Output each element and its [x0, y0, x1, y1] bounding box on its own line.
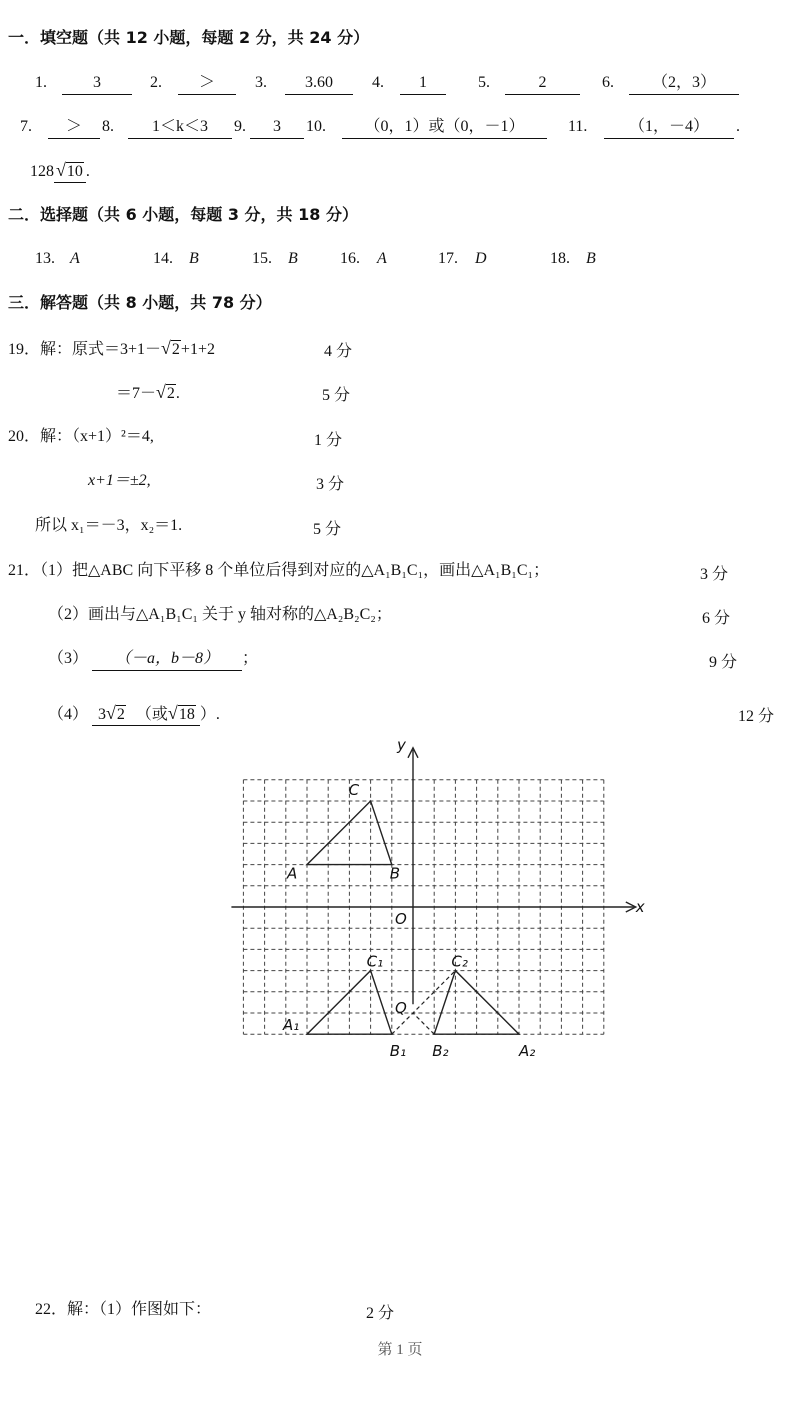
- q12-num: 12: [30, 163, 46, 180]
- coordinate-grid-figure: [0, 730, 800, 1070]
- page-footer: 第 1 页: [377, 1342, 423, 1358]
- label-b1: B₁: [389, 1042, 407, 1061]
- q22-text: 22．解：（1）作图如下：: [35, 1301, 212, 1318]
- q1-answer: 3: [62, 73, 132, 95]
- q19-line1-text: 19．解：原式＝3+1－: [8, 341, 162, 358]
- q19-score1: 4 分: [324, 343, 353, 360]
- q20-score1: 1 分: [314, 432, 343, 449]
- label-c2: C₂: [451, 952, 468, 971]
- q14-answer: B: [189, 250, 199, 267]
- q21-part4-radicand: 2: [116, 706, 125, 723]
- label-b2: B₂: [432, 1042, 449, 1061]
- q19-line1: 19．解：原式＝3+1－√2+1+2: [8, 338, 215, 358]
- q21-part4-label: （4）: [48, 706, 89, 723]
- q4-answer: 1: [400, 73, 446, 95]
- q17-num: 17.: [438, 250, 458, 267]
- q9-answer: 3: [250, 117, 304, 139]
- fill-row-3: [30, 160, 90, 183]
- q6-answer: （2，3）: [629, 73, 739, 95]
- section2-heading: 二．选择题（共 6 小题，每题 3 分，共 18 分）: [8, 205, 358, 224]
- q11-period: .: [736, 118, 740, 135]
- point-labels: [282, 736, 645, 1060]
- q21-part4: [48, 703, 220, 726]
- q12-answer: √10: [54, 160, 86, 183]
- q18-answer: B: [586, 250, 596, 267]
- label-y: y: [397, 735, 406, 754]
- q10-answer: （0，1）或（0，－1）: [342, 117, 547, 139]
- label-a: A: [287, 864, 298, 883]
- q21-part3-label: （3）: [48, 650, 89, 667]
- q17-answer: D: [475, 250, 487, 267]
- q10-num: 10.: [306, 118, 326, 135]
- q20-line2: x+1＝±2,: [88, 472, 151, 489]
- section1-heading: 一．填空题（共 12 小题，每题 2 分，共 24 分）: [8, 28, 370, 47]
- triangle-a1b1c1: [307, 971, 392, 1035]
- q13-answer: A: [70, 250, 80, 267]
- q5-num: 5.: [478, 74, 490, 91]
- q22-score: 2 分: [366, 1305, 395, 1322]
- q8-num: 8.: [102, 118, 114, 135]
- q11-num: 11.: [568, 118, 588, 135]
- q13-num: 13.: [35, 250, 55, 267]
- q7-num: 7.: [20, 118, 32, 135]
- q3-answer: 3.60: [285, 73, 353, 95]
- label-a2: A₂: [519, 1042, 536, 1061]
- q18-num: 18.: [550, 250, 570, 267]
- q21-score3: 9 分: [709, 654, 738, 671]
- q16-answer: A: [377, 250, 387, 267]
- q19-score2: 5 分: [322, 387, 351, 404]
- q1-num: 1.: [35, 74, 47, 91]
- q15-answer: B: [288, 250, 298, 267]
- label-c1: C₁: [366, 952, 384, 971]
- q20-score2: 3 分: [316, 476, 345, 493]
- q21-part3-answer: （－a，b－8）: [92, 649, 242, 671]
- q8-answer: 1＜k＜3: [128, 117, 232, 139]
- q15-num: 15.: [252, 250, 272, 267]
- q6-num: 6.: [602, 74, 614, 91]
- q21-part3: [48, 649, 258, 671]
- q4-num: 4.: [372, 74, 384, 91]
- q9-num: 9.: [234, 118, 246, 135]
- dashed-line-b2-q: [413, 1013, 434, 1034]
- q21-score2: 6 分: [702, 610, 731, 627]
- q19-line2: ＝7－√2.: [116, 382, 180, 402]
- label-q: Q: [395, 999, 407, 1017]
- q7-answer: ＞: [48, 117, 100, 139]
- q20-score3: 5 分: [313, 521, 342, 538]
- q16-num: 16.: [340, 250, 360, 267]
- q21-part3-tail: ；: [242, 650, 259, 667]
- label-x: x: [635, 898, 645, 916]
- q21-part4-or: （或: [135, 706, 168, 723]
- q3-num: 3.: [255, 74, 267, 91]
- label-a1: A₁: [283, 1016, 300, 1035]
- label-b: B: [389, 864, 401, 883]
- q12-tail: .: [85, 163, 90, 180]
- label-c: C: [348, 781, 360, 799]
- q21-part4-radicand2: 18: [178, 706, 195, 723]
- q21-score1: 3 分: [700, 566, 729, 583]
- q14-num: 14.: [153, 250, 173, 267]
- q19-line2-tail: .: [175, 385, 180, 402]
- q20-line3: 所以 x₁＝－3，x₂＝1.: [35, 517, 183, 534]
- section3-heading: 三．解答题（共 8 小题，共 78 分）: [8, 293, 272, 312]
- q21-part4-alt: （或√18: [132, 703, 200, 726]
- q21-score4: 12 分: [738, 708, 775, 725]
- q11-answer: （1，－4）: [604, 117, 734, 139]
- q21-part2: （2）画出与△A₁B₁C₁ 关于 y 轴对称的△A₂B₂C₂；: [48, 606, 392, 623]
- q12-answer-prefix: 8: [46, 163, 54, 180]
- q21-part1: 21．（1）把△ABC 向下平移 8 个单位后得到对应的△A₁B₁C₁，画出△A₁B₁C₁；: [8, 562, 550, 579]
- q5-answer: 2: [505, 73, 580, 95]
- q12-radicand: 10: [66, 163, 83, 180]
- q2-num: 2.: [150, 74, 162, 91]
- q21-part4-answer: 3√2: [92, 703, 132, 726]
- q19-line1-radicand: 2: [171, 341, 180, 358]
- q21-part4-close: ）.: [199, 706, 220, 723]
- q19-line1-tail: +1+2: [180, 341, 215, 358]
- q19-line2-radicand: 2: [166, 385, 175, 402]
- q21-part4-coef: 3: [98, 706, 107, 723]
- q19-line2-text: ＝7－: [116, 385, 157, 402]
- q20-line1: 20．解：（x+1）²＝4,: [8, 428, 154, 445]
- triangle-a2b2c2: [434, 971, 519, 1035]
- q2-answer: ＞: [178, 73, 236, 95]
- label-o: O: [395, 910, 407, 928]
